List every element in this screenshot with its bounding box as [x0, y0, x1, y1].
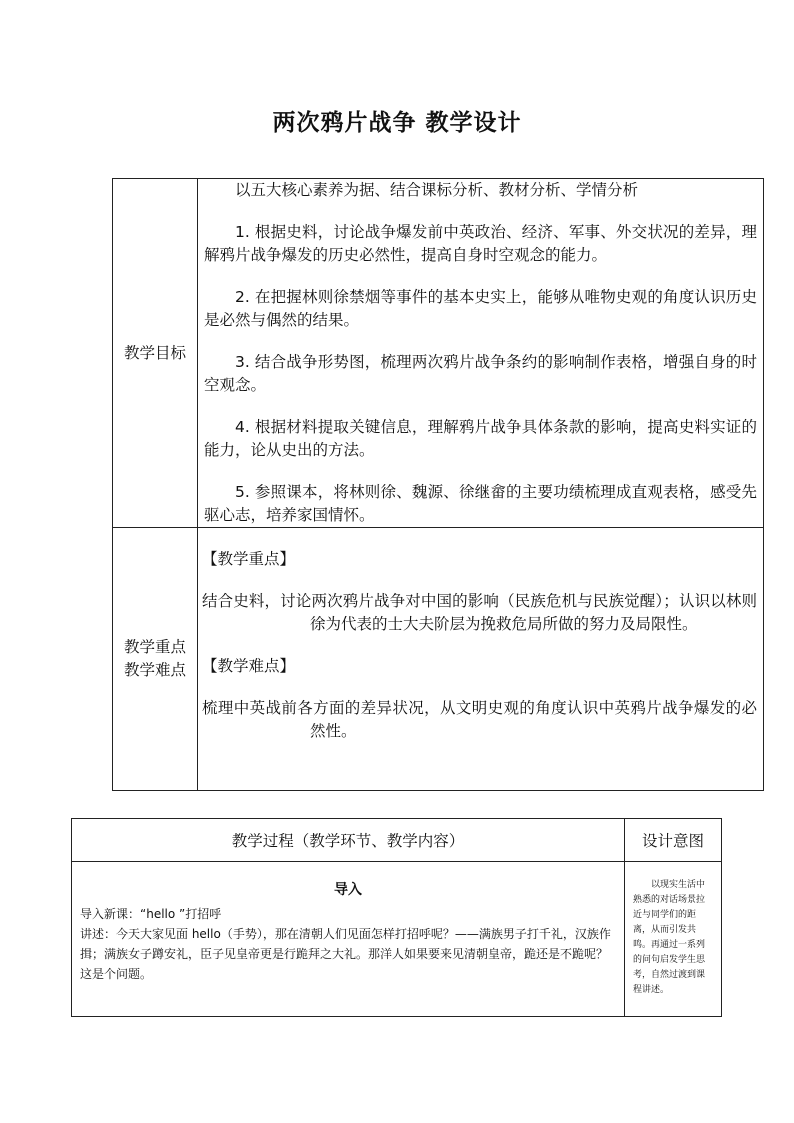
keypoints-label-focus: 教学重点 — [123, 638, 186, 656]
objectives-label-cell — [113, 179, 198, 528]
design-intent-text: 以现实生活中熟悉的对话场景拉近与同学们的距离，从而引发共鸣。再通过一系列的问句启发学生思考，自然过渡到课程讲述。 — [633, 880, 706, 995]
difficulty-heading: 【教学难点】 — [202, 657, 296, 675]
difficulty-text: 梳理中英战前各方面的差异状况，从文明史观的角度认识中英鸦片战争爆发的必然性。 — [202, 699, 757, 740]
objectives-intro: 以五大核心素养为据、结合课标分析、教材分析、学情分析 — [235, 181, 639, 199]
objective-item: 3. 结合战争形势图，梳理两次鸦片战争条约的影响制作表格，增强自身的时空观念。 — [204, 353, 757, 394]
section-title: 导入 — [334, 882, 362, 898]
focus-text: 结合史料，讨论两次鸦片战争对中国的影响（民族危机与民族觉醒）；认识以林则徐为代表的士大夫阶层为挽救危局所做的努力及局限性。 — [202, 592, 757, 633]
objectives-label: 教学目标 — [123, 343, 186, 362]
keypoints-label-cell — [113, 528, 198, 791]
objectives-content-cell — [198, 179, 764, 528]
objective-item: 4. 根据材料提取关键信息，理解鸦片战争具体条款的影响，提高史料实证的能力，论从史出的方法。 — [204, 418, 757, 459]
keypoints-label-difficulty: 教学难点 — [123, 661, 186, 679]
objective-item: 1. 根据史料，讨论战争爆发前中英政治、经济、军事、外交状况的差异，理解鸦片战争爆发的历史必然性，提高自身时空观念的能力。 — [204, 223, 757, 264]
objective-item: 5. 参照课本，将林则徐、魏源、徐继畲的主要功绩梳理成直观表格，感受先驱心志，培养家国情怀。 — [204, 483, 757, 524]
keypoints-content-cell — [198, 528, 764, 791]
process-header-main: 教学过程（教学环节、教学内容） — [72, 819, 625, 862]
keypoints-row — [113, 528, 764, 791]
objective-item: 2. 在把握林则徐禁烟等事件的基本史实上，能够从唯物史观的角度认识历史是必然与偶然的结果。 — [204, 288, 757, 329]
page-title: 两次鸦片战争 教学设计 — [272, 110, 522, 136]
process-header-row — [72, 819, 722, 862]
process-header-side: 设计意图 — [625, 819, 722, 862]
focus-heading: 【教学重点】 — [202, 550, 296, 568]
process-body-row — [72, 862, 722, 1017]
intro-line: 导入新课：“hello ”打招呼 — [80, 907, 222, 921]
process-table — [71, 818, 722, 1017]
design-intent-cell — [625, 862, 722, 1017]
process-body-cell — [72, 862, 625, 1017]
objectives-table — [112, 178, 764, 791]
objectives-row — [113, 179, 764, 528]
narration-text: 讲述：今天大家见面 hello（手势），那在清朝人们见面怎样打招呼呢？——满族男子打千礼，汉族作揖；满族女子蹲安礼，臣子见皇帝更是行跪拜之大礼。那洋人如果要来见清朝皇帝，跪还是不跪呢？这是个问题。 — [80, 927, 611, 981]
